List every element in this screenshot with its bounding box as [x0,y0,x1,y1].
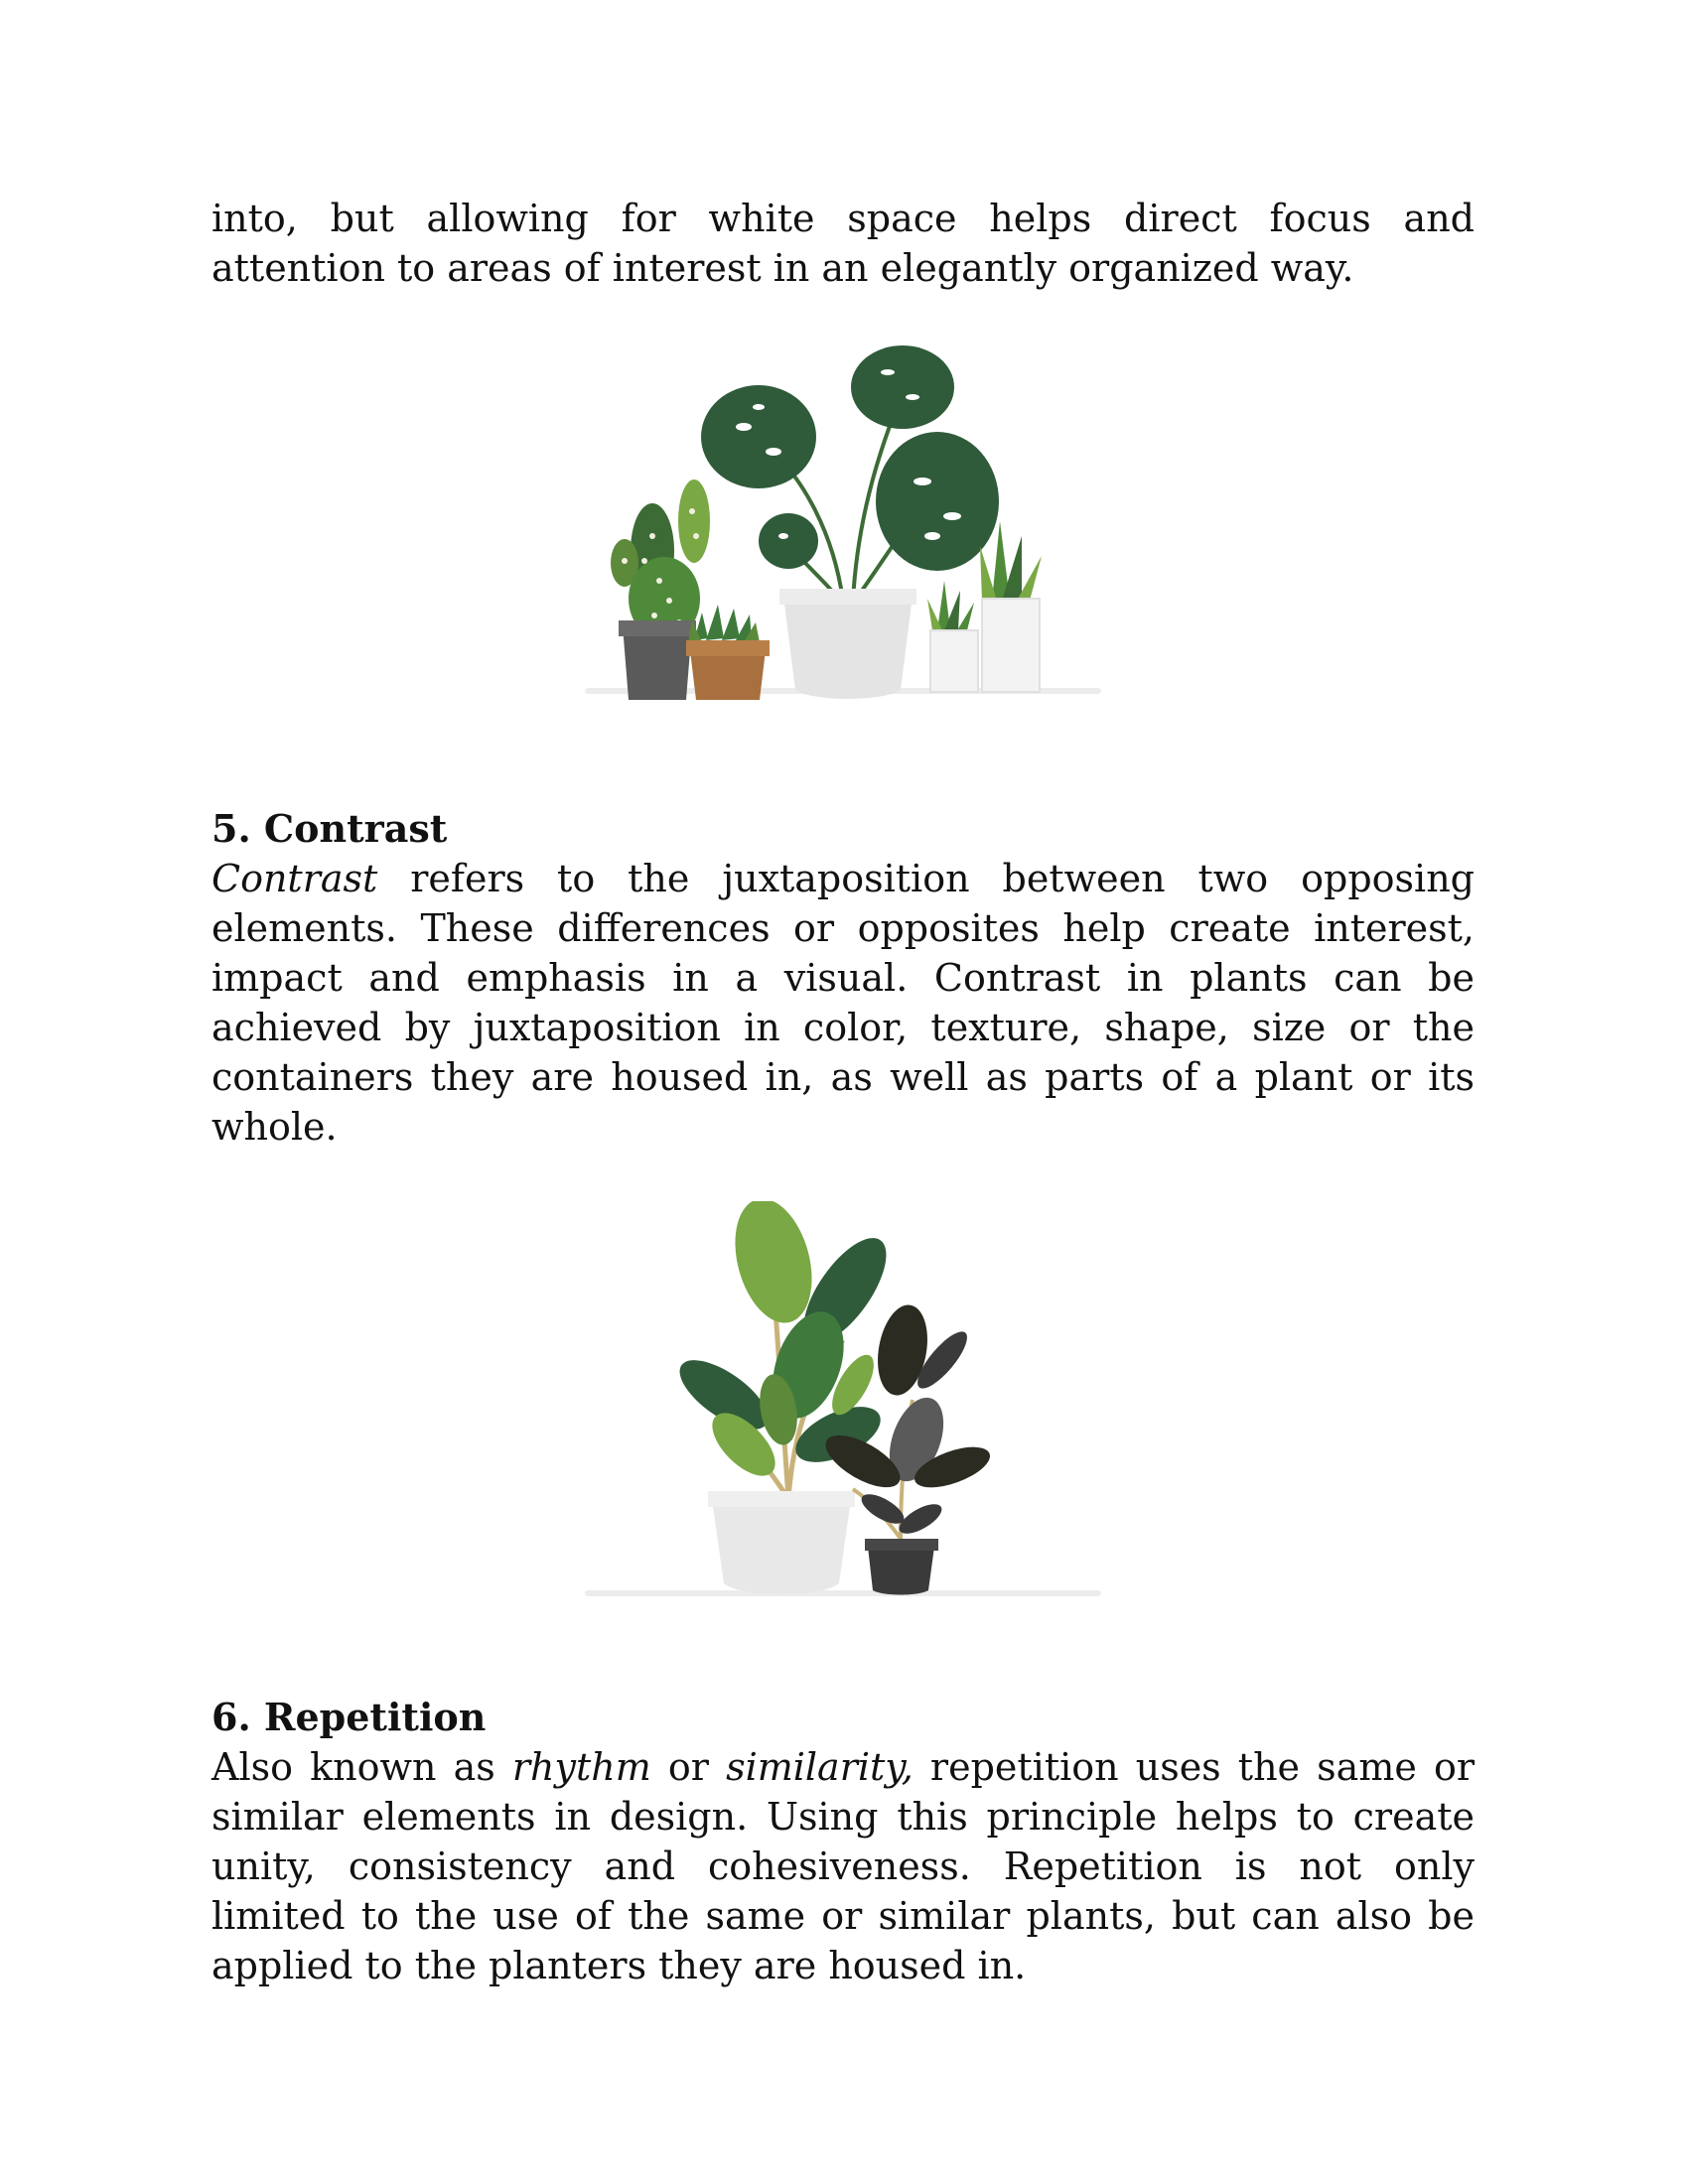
plants-illustration-white-space [211,333,1475,750]
grey-pot [623,625,692,700]
cactus-plant [611,479,710,640]
repetition-text-1: Also known as [211,1745,512,1789]
section-heading-repetition: 6. Repetition [211,1695,487,1739]
repetition-paragraph [211,1742,1475,1990]
contrast-paragraph [211,854,1475,1152]
white-pot [783,596,913,699]
repetition-text-2: or [650,1745,727,1789]
succulent-plant [688,605,760,642]
ground-line [585,1590,1101,1596]
large-white-pot [712,1499,851,1594]
section-heading-contrast: 5. Contrast [211,806,448,851]
potted-plants-group-image [585,333,1101,750]
document-page [211,194,1475,1990]
dark-pot [868,1547,934,1595]
small-white-pot [930,630,978,692]
monstera-leaves [701,345,999,571]
plants-illustration-contrast [211,1201,1475,1638]
repetition-emphasis-rhythm: rhythm [511,1745,651,1789]
contrast-body-text: refers to the juxtaposition between two opposing elements. These differences or opposites help create interest, impact and emphasis in a visual. Contrast in plants can be achieved by juxtaposition in color, texture, shape, size or the containers they are housed in, as well as parts of a plant or its whole. [211,857,1475,1149]
intro-paragraph: into, but allowing for white space helps direct focus and attention to areas of interest in an elegantly organized way. [211,197,1475,290]
contrast-emphasis: Contrast [211,857,378,900]
contrast-plants-image [585,1201,1101,1638]
terracotta-pot [690,650,766,700]
tall-white-pot [982,599,1040,692]
repetition-emphasis-similarity: similarity, [726,1745,914,1789]
repetition-text-3: repetition uses the same or similar elements in design. Using this principle helps to create unity, consistency and cohesiveness. Repetition is not only limited to the use of the same or similar plants, but can also be applied to the planters they are housed in. [211,1745,1476,1987]
